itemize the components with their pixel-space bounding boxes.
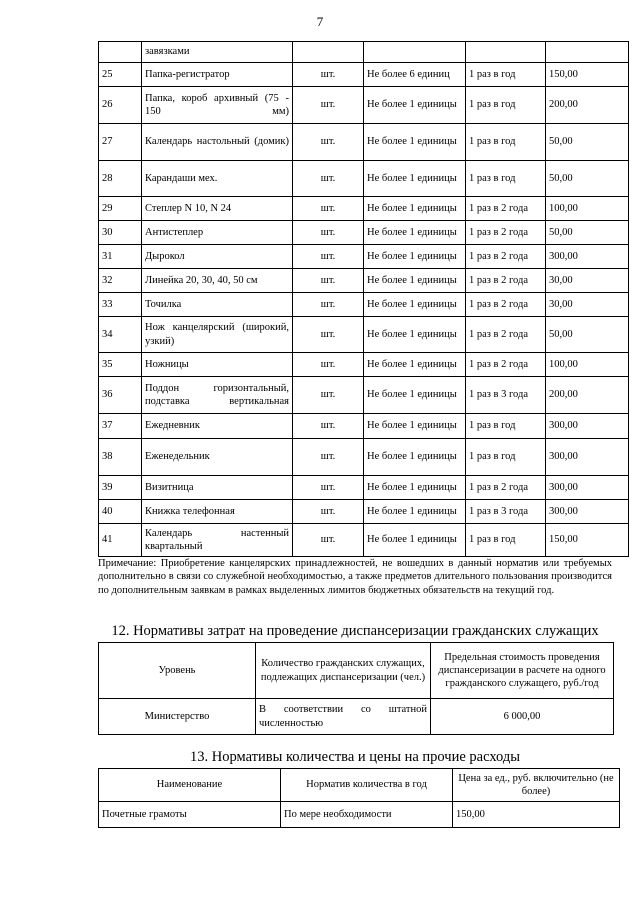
cell-unit: шт. [293, 500, 364, 524]
cell-number: 31 [99, 245, 142, 269]
cell-number: 37 [99, 414, 142, 439]
cell-name: Поддон горизонтальный, подставка вертикальная [142, 377, 293, 414]
other-expenses-table [98, 768, 620, 828]
cell-number: 29 [99, 197, 142, 221]
cell-price: 30,00 [546, 293, 629, 317]
cell-number [99, 42, 142, 63]
header-level: Уровень [99, 643, 256, 699]
stationery-norms-table [98, 41, 629, 557]
cell-quantity: Не более 1 единицы [364, 161, 466, 197]
table-header-row [99, 643, 614, 699]
cell-norm: По мере необходимости [281, 802, 453, 828]
cell-number: 34 [99, 317, 142, 353]
cell-period: 1 раз в год [466, 124, 546, 161]
cell-name: Визитница [142, 476, 293, 500]
cell-period: 1 раз в год [466, 161, 546, 197]
cell-name: Ежедневник [142, 414, 293, 439]
table-row [99, 63, 629, 87]
cell-unit: шт. [293, 476, 364, 500]
cell-quantity: Не более 1 единицы [364, 377, 466, 414]
header-employee-count: Количество гражданских служащих, подлежащих диспансеризации (чел.) [256, 643, 431, 699]
table-note: Примечание: Приобретение канцелярских принадлежностей, не вошедших в данный норматив или требуемых дополнительно в связи со служебной необходимостью, а также предметов длительного пользования производится по дополнительным заявкам в рамках выделенных лимитов бюджетных обязательств на текущий год. [98, 558, 612, 596]
cell-period: 1 раз в 3 года [466, 377, 546, 414]
cell-quantity: Не более 1 единицы [364, 245, 466, 269]
cell-quantity: Не более 1 единицы [364, 414, 466, 439]
table-header-row [99, 769, 620, 802]
cell-unit: шт. [293, 414, 364, 439]
cell-period: 1 раз в 2 года [466, 221, 546, 245]
table-row [99, 377, 629, 414]
cell-period: 1 раз в 2 года [466, 293, 546, 317]
cell-name: Точилка [142, 293, 293, 317]
cell-period: 1 раз в 2 года [466, 269, 546, 293]
cell-number: 40 [99, 500, 142, 524]
cell-price: 300,00 [546, 439, 629, 476]
table-row [99, 269, 629, 293]
cell-name: Еженедельник [142, 439, 293, 476]
cell-unit: шт. [293, 221, 364, 245]
header-name: Наименование [99, 769, 281, 802]
cell-price: 50,00 [546, 161, 629, 197]
cell-name: Почетные грамоты [99, 802, 281, 828]
table-row [99, 414, 629, 439]
cell-name: Папка-регистратор [142, 63, 293, 87]
cell-period [466, 42, 546, 63]
header-price: Цена за ед., руб. включительно (не более) [453, 769, 620, 802]
cell-price: 300,00 [546, 245, 629, 269]
table-row [99, 524, 629, 557]
cell-name: завязками [142, 42, 293, 63]
cell-number: 36 [99, 377, 142, 414]
cell-quantity: Не более 1 единицы [364, 500, 466, 524]
cell-number: 41 [99, 524, 142, 557]
medical-exam-norms-table [98, 642, 614, 735]
table-row [99, 197, 629, 221]
table-row [99, 42, 629, 63]
header-norm: Норматив количества в год [281, 769, 453, 802]
cell-number: 27 [99, 124, 142, 161]
cell-name: Книжка телефонная [142, 500, 293, 524]
table-row [99, 476, 629, 500]
cell-unit: шт. [293, 124, 364, 161]
cell-name: Ножницы [142, 353, 293, 377]
cell-unit: шт. [293, 524, 364, 557]
table-row [99, 353, 629, 377]
cell-name: Нож канцелярский (широкий, узкий) [142, 317, 293, 353]
cell-unit [293, 42, 364, 63]
cell-price: 150,00 [546, 524, 629, 557]
cell-unit: шт. [293, 377, 364, 414]
cell-price: 30,00 [546, 269, 629, 293]
cell-quantity: Не более 1 единицы [364, 269, 466, 293]
cell-period: 1 раз в 2 года [466, 353, 546, 377]
cell-price: 50,00 [546, 317, 629, 353]
cell-unit: шт. [293, 293, 364, 317]
cell-period: 1 раз в 2 года [466, 476, 546, 500]
cell-max-cost: 6 000,00 [431, 699, 614, 735]
table-row [99, 124, 629, 161]
cell-number: 35 [99, 353, 142, 377]
cell-unit: шт. [293, 245, 364, 269]
cell-price: 100,00 [546, 353, 629, 377]
cell-unit: шт. [293, 87, 364, 124]
cell-number: 32 [99, 269, 142, 293]
table-row [99, 87, 629, 124]
cell-quantity: Не более 1 единицы [364, 439, 466, 476]
cell-employee-count: В соответствии со штатной численностью [256, 699, 431, 735]
cell-level: Министерство [99, 699, 256, 735]
cell-name: Календарь настольный (домик) [142, 124, 293, 161]
cell-number: 39 [99, 476, 142, 500]
cell-name: Степлер N 10, N 24 [142, 197, 293, 221]
cell-price: 300,00 [546, 476, 629, 500]
cell-price: 200,00 [546, 87, 629, 124]
table-row [99, 161, 629, 197]
cell-number: 25 [99, 63, 142, 87]
cell-period: 1 раз в 2 года [466, 317, 546, 353]
cell-number: 26 [99, 87, 142, 124]
cell-period: 1 раз в год [466, 63, 546, 87]
cell-unit: шт. [293, 317, 364, 353]
cell-price: 150,00 [546, 63, 629, 87]
cell-quantity: Не более 1 единицы [364, 317, 466, 353]
cell-name: Линейка 20, 30, 40, 50 см [142, 269, 293, 293]
cell-unit: шт. [293, 161, 364, 197]
table-row [99, 245, 629, 269]
cell-quantity: Не более 1 единицы [364, 87, 466, 124]
cell-unit: шт. [293, 269, 364, 293]
cell-quantity: Не более 6 единиц [364, 63, 466, 87]
cell-quantity: Не более 1 единицы [364, 124, 466, 161]
cell-unit: шт. [293, 197, 364, 221]
table-row [99, 439, 629, 476]
cell-period: 1 раз в год [466, 524, 546, 557]
cell-number: 33 [99, 293, 142, 317]
cell-price: 100,00 [546, 197, 629, 221]
table-row [99, 317, 629, 353]
cell-unit: шт. [293, 439, 364, 476]
cell-price [546, 42, 629, 63]
cell-quantity: Не более 1 единицы [364, 476, 466, 500]
cell-price: 50,00 [546, 124, 629, 161]
cell-unit: шт. [293, 63, 364, 87]
cell-name: Дырокол [142, 245, 293, 269]
table-row [99, 699, 614, 735]
cell-quantity [364, 42, 466, 63]
cell-quantity: Не более 1 единицы [364, 197, 466, 221]
cell-period: 1 раз в 2 года [466, 197, 546, 221]
cell-quantity: Не более 1 единицы [364, 353, 466, 377]
cell-period: 1 раз в 2 года [466, 245, 546, 269]
cell-price: 300,00 [546, 500, 629, 524]
cell-quantity: Не более 1 единицы [364, 221, 466, 245]
cell-number: 38 [99, 439, 142, 476]
cell-period: 1 раз в год [466, 414, 546, 439]
cell-name: Папка, короб архивный (75 - 150 мм) [142, 87, 293, 124]
table-row [99, 221, 629, 245]
cell-number: 30 [99, 221, 142, 245]
cell-price: 300,00 [546, 414, 629, 439]
cell-price: 50,00 [546, 221, 629, 245]
header-max-cost: Предельная стоимость проведения диспансеризации в расчете на одного гражданского служащего, руб./год [431, 643, 614, 699]
cell-name: Календарь настенный квартальный [142, 524, 293, 557]
cell-quantity: Не более 1 единицы [364, 524, 466, 557]
cell-period: 1 раз в год [466, 439, 546, 476]
section-12-title: 12. Нормативы затрат на проведение диспансеризации гражданских служащих [111, 623, 599, 639]
page-number: 7 [316, 14, 324, 29]
cell-quantity: Не более 1 единицы [364, 293, 466, 317]
cell-name: Карандаши мех. [142, 161, 293, 197]
table-row [99, 500, 629, 524]
cell-price: 200,00 [546, 377, 629, 414]
cell-unit: шт. [293, 353, 364, 377]
stationery-norms-table-body [99, 42, 629, 557]
cell-period: 1 раз в год [466, 87, 546, 124]
table-row [99, 802, 620, 828]
cell-name: Антистеплер [142, 221, 293, 245]
cell-number: 28 [99, 161, 142, 197]
table-row [99, 293, 629, 317]
section-13-title: 13. Нормативы количества и цены на прочие расходы [190, 749, 520, 765]
cell-price: 150,00 [453, 802, 620, 828]
cell-period: 1 раз в 3 года [466, 500, 546, 524]
